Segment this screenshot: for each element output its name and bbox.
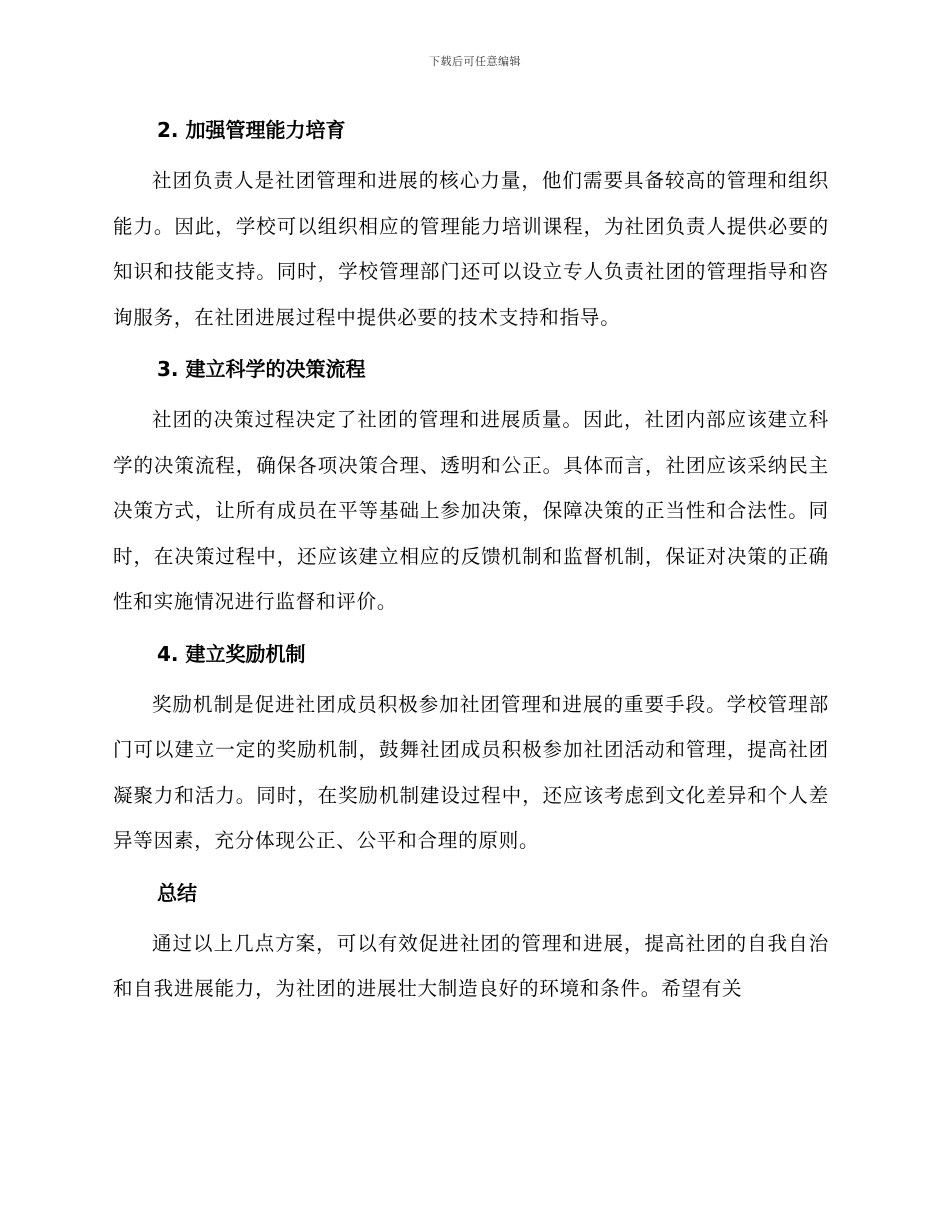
section-heading: 4. 建立奖励机制 bbox=[157, 641, 306, 666]
section-paragraph: 奖励机制是促进社团成员积极参加社团管理和进展的重要手段。学校管理部门可以建立一定的奖励机制，鼓舞社团成员积极参加社团活动和管理，提高社团凝聚力和活力。同时，在奖励机制建设过程中，还应该考虑到文化差异和个人差异等因素，充分体现公正、公平和合理的原则。 bbox=[113, 692, 829, 852]
section-management-training bbox=[113, 110, 829, 340]
section-summary bbox=[113, 873, 829, 1012]
page-header: 下载后可任意编辑 bbox=[429, 55, 521, 68]
section-paragraph: 社团的决策过程决定了社团的管理和进展质量。因此，社团内部应该建立科学的决策流程，确保各项决策合理、透明和公正。具体而言，社团应该采纳民主决策方式，让所有成员在平等基础上参加决策，保障决策的正当性和合法性。同时，在决策过程中，还应该建立相应的反馈机制和监督机制，保证对决策的正确性和实施情况进行监督和评价。 bbox=[113, 408, 829, 613]
section-heading: 3. 建立科学的决策流程 bbox=[157, 357, 366, 381]
section-decision-process bbox=[113, 349, 829, 625]
section-reward-mechanism bbox=[113, 634, 829, 864]
section-paragraph: 社团负责人是社团管理和进展的核心力量，他们需要具备较高的管理和组织能力。因此，学校可以组织相应的管理能力培训课程，为社团负责人提供必要的知识和技能支持。同时，学校管理部门还可以设立专人负责社团的管理指导和咨询服务，在社团进展过程中提供必要的技术支持和指导。 bbox=[113, 169, 829, 329]
section-paragraph: 通过以上几点方案，可以有效促进社团的管理和进展，提高社团的自我自治和自我进展能力，为社团的进展壮大制造良好的环境和条件。希望有关 bbox=[113, 931, 829, 1000]
section-heading: 2. 加强管理能力培育 bbox=[157, 118, 346, 142]
document-body bbox=[113, 110, 829, 1021]
section-heading: 总结 bbox=[157, 880, 197, 905]
